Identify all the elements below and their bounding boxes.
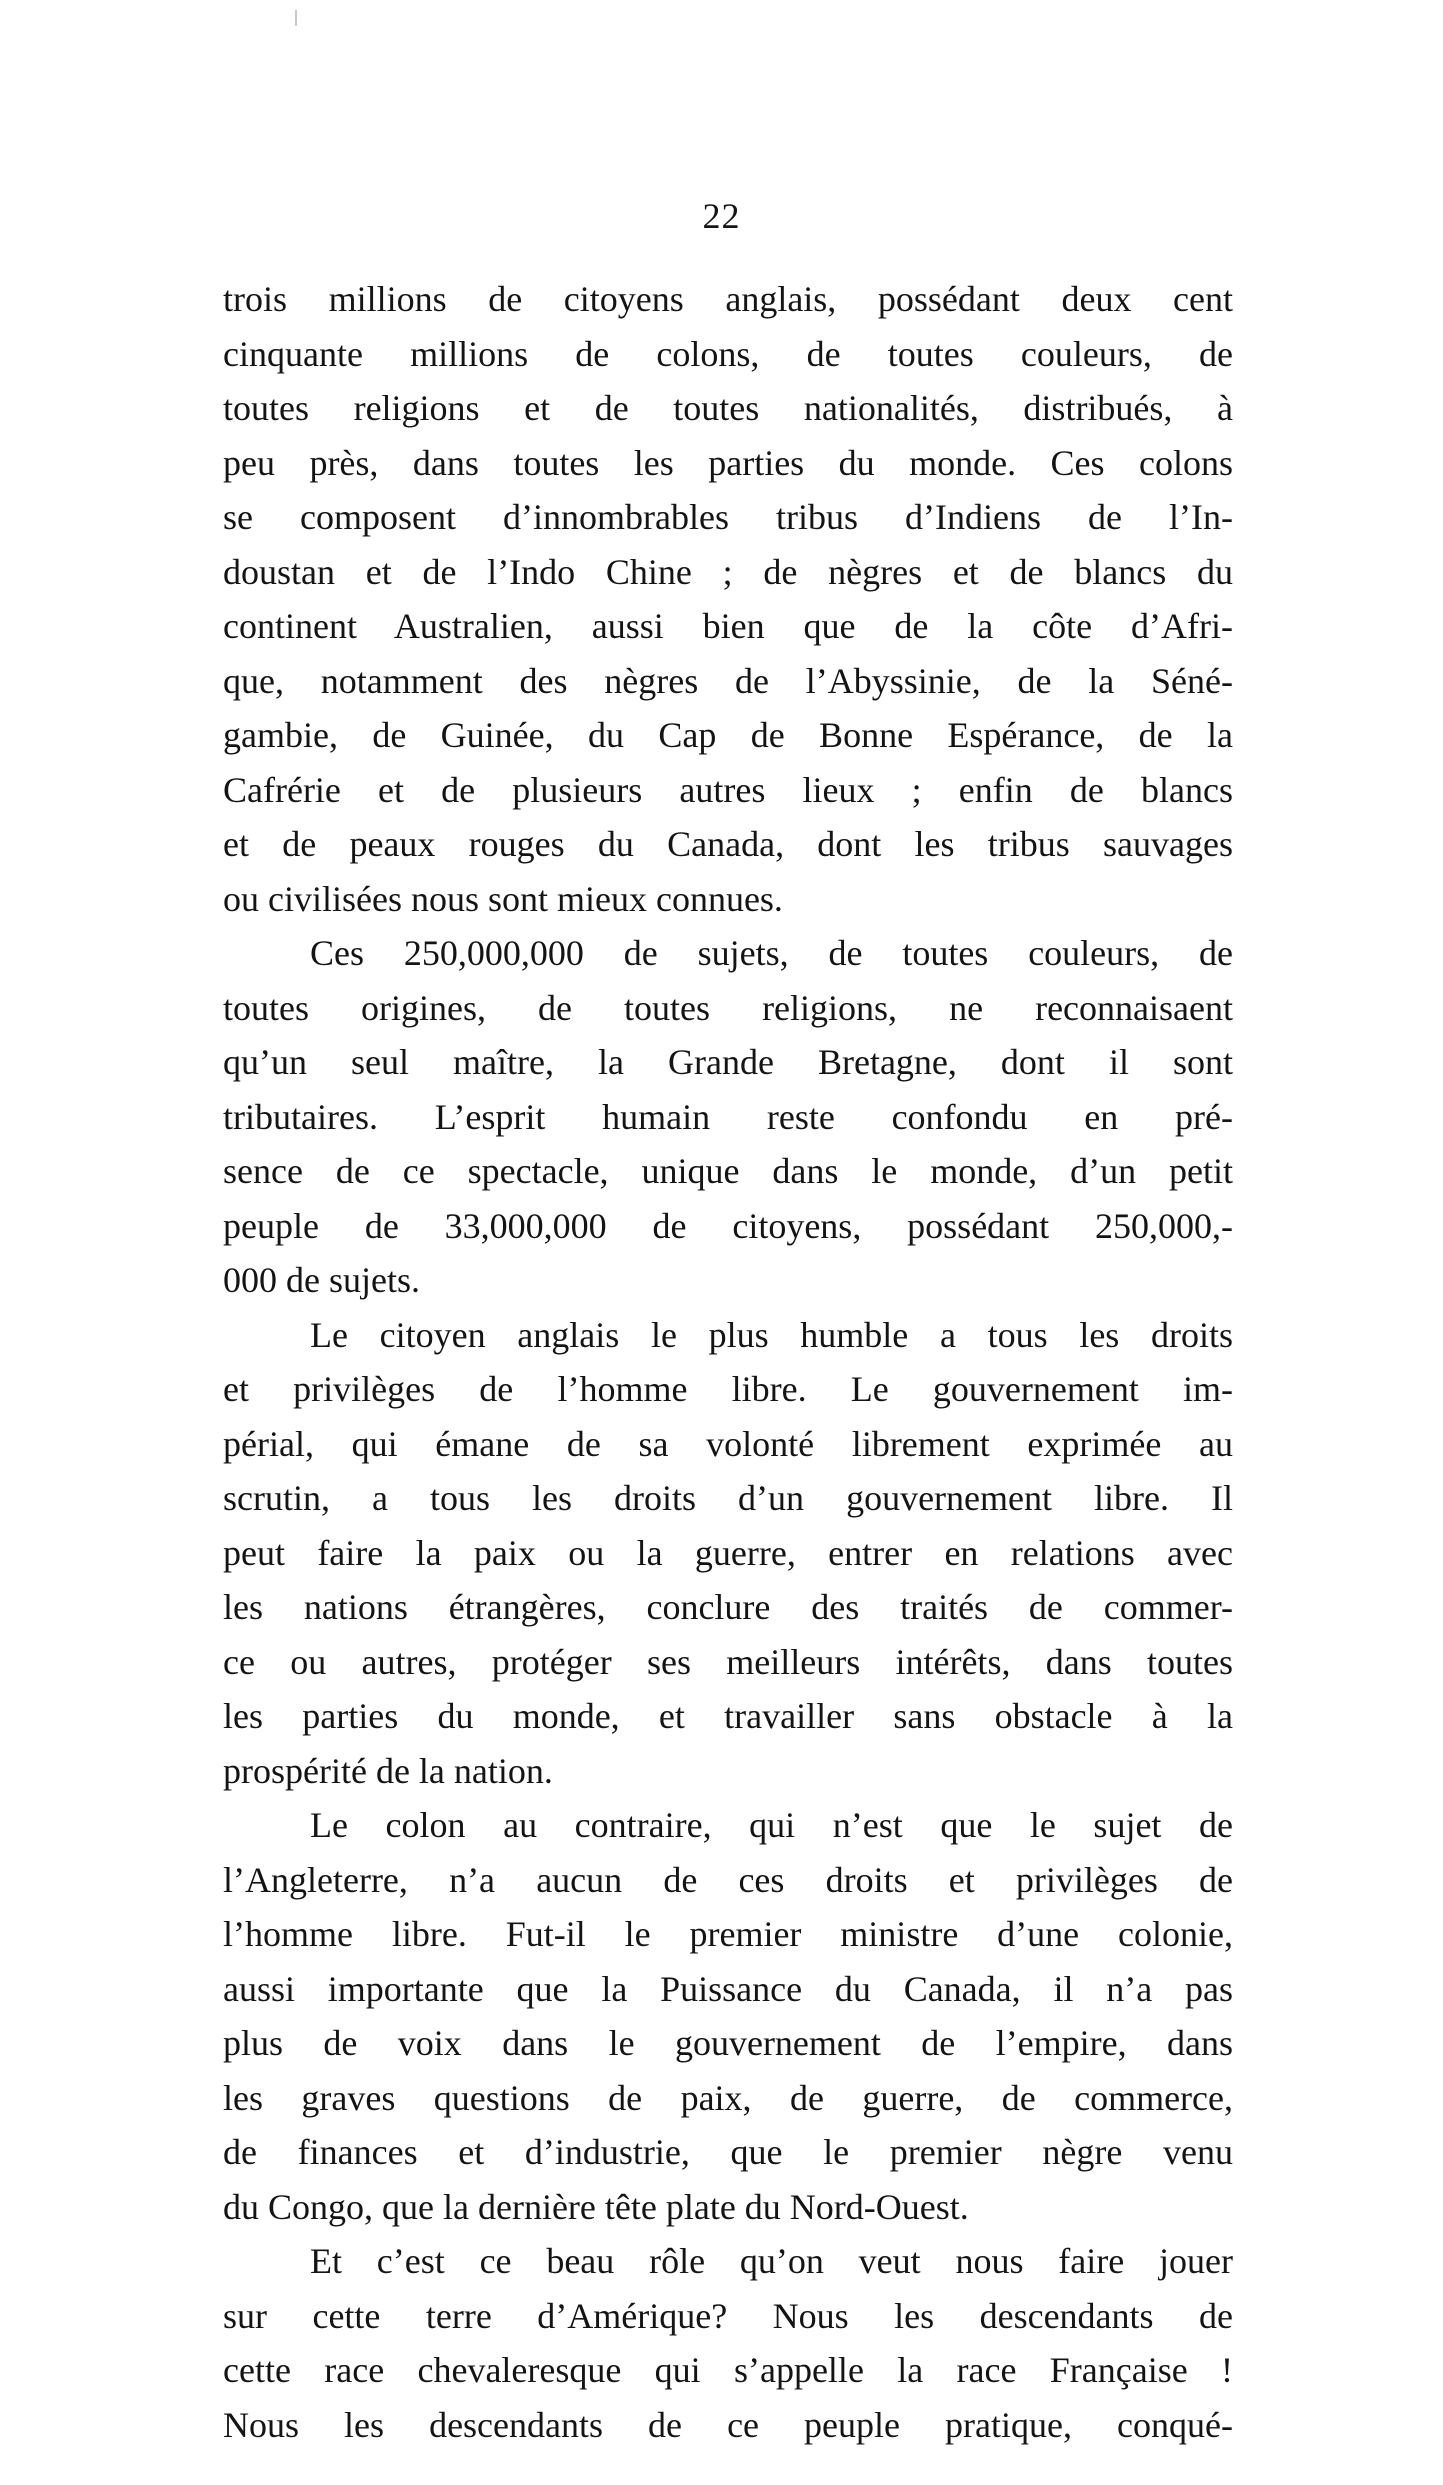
scan-mark (295, 10, 297, 26)
text-line: ou civilisées nous sont mieux connues. (223, 879, 783, 919)
text-line: trois millions de citoyens anglais, possédant deux cent (223, 279, 1233, 319)
text-line: les nations étrangères, conclure des traités de commer- (223, 1587, 1233, 1627)
text-line: ce ou autres, protéger ses meilleurs intérêts, dans toutes (223, 1642, 1233, 1682)
text-line: les graves questions de paix, de guerre, de commerce, (223, 2078, 1233, 2118)
paragraph-start-line: Et c’est ce beau rôle qu’on veut nous faire jouer (310, 2241, 1233, 2281)
paragraph-start-line: Ces 250,000,000 de sujets, de toutes couleurs, de (310, 933, 1233, 973)
text-line: Nous les descendants de ce peuple pratique, conqué- (223, 2405, 1233, 2445)
text-line: qu’un seul maître, la Grande Bretagne, dont il sont (223, 1042, 1233, 1082)
text-line: et de peaux rouges du Canada, dont les tribus sauvages (223, 824, 1233, 864)
text-line: l’homme libre. Fut-il le premier ministre d’une colonie, (223, 1914, 1233, 1954)
text-line: peut faire la paix ou la guerre, entrer en relations avec (223, 1533, 1233, 1573)
text-line: plus de voix dans le gouvernement de l’empire, dans (223, 2023, 1233, 2063)
page-number: 22 (702, 196, 741, 236)
text-line: peu près, dans toutes les parties du monde. Ces colons (223, 443, 1233, 483)
text-line: et privilèges de l’homme libre. Le gouvernement im- (223, 1369, 1233, 1409)
text-line: cinquante millions de colons, de toutes couleurs, de (223, 334, 1233, 374)
text-line: les parties du monde, et travailler sans obstacle à la (223, 1696, 1233, 1736)
text-line: l’Angleterre, n’a aucun de ces droits et privilèges de (223, 1860, 1233, 1900)
text-line: toutes origines, de toutes religions, ne reconnaisaent (223, 988, 1233, 1028)
paragraph-start-line: Le colon au contraire, qui n’est que le sujet de (310, 1805, 1233, 1845)
text-line: tributaires. L’esprit humain reste confondu en pré- (223, 1097, 1233, 1137)
text-line: de finances et d’industrie, que le premier nègre venu (223, 2132, 1233, 2172)
text-line: scrutin, a tous les droits d’un gouvernement libre. Il (223, 1478, 1233, 1518)
text-line: aussi importante que la Puissance du Canada, il n’a pas (223, 1969, 1233, 2009)
text-line: toutes religions et de toutes nationalités, distribués, à (223, 388, 1233, 428)
text-line: Cafrérie et de plusieurs autres lieux ; enfin de blancs (223, 770, 1233, 810)
text-line: peuple de 33,000,000 de citoyens, possédant 250,000,- (223, 1206, 1233, 1246)
text-line: que, notamment des nègres de l’Abyssinie, de la Séné- (223, 661, 1233, 701)
text-line: se composent d’innombrables tribus d’Indiens de l’In- (223, 497, 1233, 537)
text-line: du Congo, que la dernière tête plate du Nord-Ouest. (223, 2187, 969, 2227)
text-line: gambie, de Guinée, du Cap de Bonne Espérance, de la (223, 715, 1233, 755)
text-line: 000 de sujets. (223, 1260, 420, 1300)
paragraph-start-line: Le citoyen anglais le plus humble a tous les droits (310, 1315, 1233, 1355)
text-line: continent Australien, aussi bien que de la côte d’Afri- (223, 606, 1233, 646)
text-line: périal, qui émane de sa volonté librement exprimée au (223, 1424, 1233, 1464)
text-line: sur cette terre d’Amérique? Nous les descendants de (223, 2296, 1233, 2336)
text-line: sence de ce spectacle, unique dans le monde, d’un petit (223, 1151, 1233, 1191)
text-line: prospérité de la nation. (223, 1751, 553, 1791)
text-line: cette race chevaleresque qui s’appelle la race Française ! (223, 2350, 1233, 2390)
text-line: doustan et de l’Indo Chine ; de nègres et de blancs du (223, 552, 1233, 592)
